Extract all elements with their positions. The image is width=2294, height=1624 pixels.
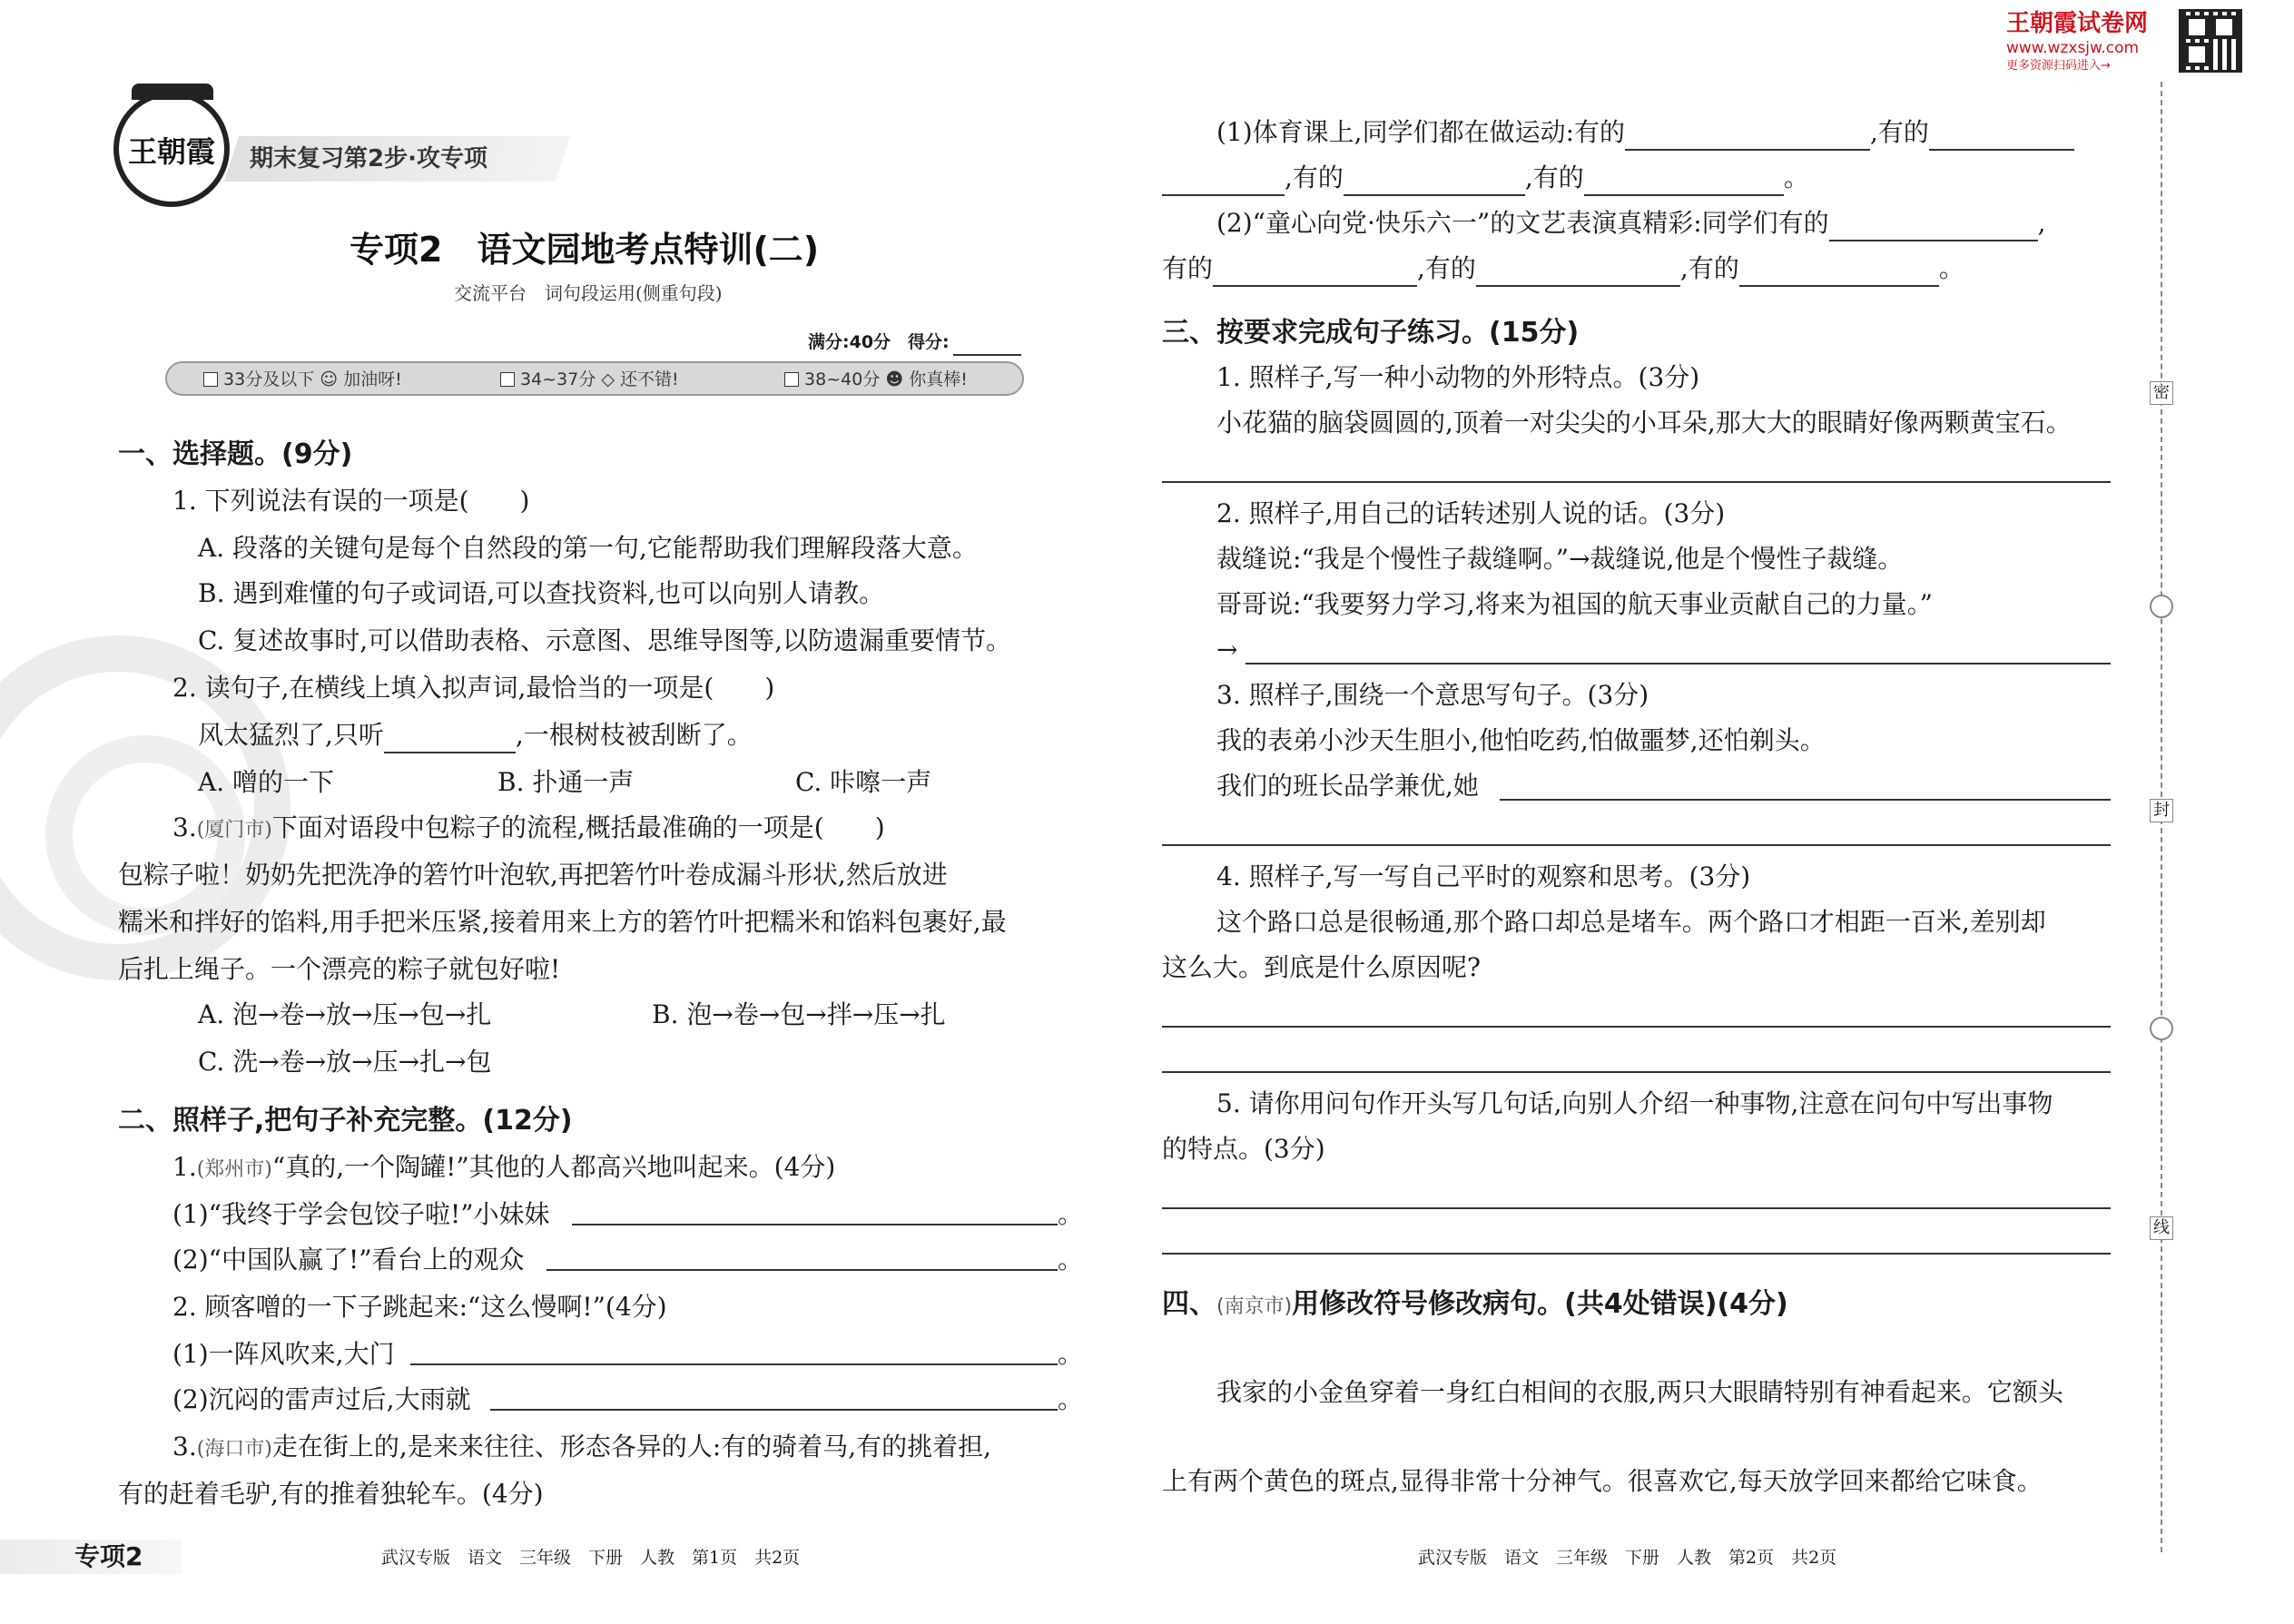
rating-range-2: 34~37分 xyxy=(520,369,596,389)
s3-q3-answer-line-1[interactable] xyxy=(1500,799,2111,801)
watermark-site: 王朝霞试卷网 xyxy=(2006,10,2149,37)
rating-checkbox-3[interactable] xyxy=(784,372,799,387)
section-4-title: 四、(南京市)用修改符号修改病句。(共4处错误)(4分) xyxy=(1162,1288,1788,1320)
r1-blank-5[interactable] xyxy=(1584,167,1784,196)
r1-line-2: ,有的 ,有的 。 xyxy=(1162,160,1809,196)
q3-passage-1: 包粽子啦！奶奶先把洗净的箬竹叶泡软,再把箬竹叶卷成漏斗形状,然后放进 xyxy=(118,860,948,890)
s3-q1-example: 小花猫的脑袋圆圆的,顶着一对尖尖的小耳朵,那大大的眼睛好像两颗黄宝石。 xyxy=(1216,408,2072,438)
s3-q5-b: 的特点。(3分) xyxy=(1162,1134,1325,1164)
s3-q4-example-1: 这个路口总是很畅通,那个路口却总是堵车。两个路口才相距一百米,差别却 xyxy=(1216,907,2046,937)
q2-option-a: A. 噌的一下 xyxy=(198,767,335,797)
s3-q3-task: 我们的班长品学兼优,她 xyxy=(1216,771,1479,801)
s2-q3-b: 有的赶着毛驴,有的推着独轮车。(4分) xyxy=(118,1479,544,1509)
r2-line-2: 有的 ,有的 ,有的 。 xyxy=(1162,251,1964,287)
s3-q2-example: 裁缝说:“我是个慢性子裁缝啊。”→裁缝说,他是个慢性子裁缝。 xyxy=(1216,544,1904,574)
s4-passage-1: 我家的小金鱼穿着一身红白相间的衣服,两只大眼睛特别有神看起来。它额头 xyxy=(1216,1377,2063,1407)
end-mark: 。 xyxy=(1058,1384,1084,1414)
s2-q1-b: (2)“中国队赢了!”看台上的观众 xyxy=(172,1245,525,1275)
page-title: 专项2 语文园地考点特训(二) xyxy=(350,230,820,270)
star-face-icon: ☻ xyxy=(885,369,904,389)
s2-q2-b: (2)沉闷的雷声过后,大雨就 xyxy=(172,1384,471,1414)
q3: 3.(厦门市)下面对语段中包粽子的流程,概括最准确的一项是( ) xyxy=(172,812,885,842)
s2-q1: 1.(郑州市)“真的,一个陶罐!”其他的人都高兴地叫起来。(4分) xyxy=(172,1152,836,1182)
binding-hole-icon xyxy=(2150,1017,2173,1040)
s3-q3: 3. 照样子,围绕一个意思写句子。(3分) xyxy=(1216,680,1649,710)
s2-q2-a: (1)一阵风吹来,大门 xyxy=(172,1339,395,1369)
footer-right: 武汉专版 语文 三年级 下册 人教 第2页 共2页 xyxy=(1418,1548,1837,1568)
q2-blank[interactable] xyxy=(384,724,516,753)
s2-q1-b-line[interactable] xyxy=(546,1269,1058,1271)
section-2-title: 二、照样子,把句子补充完整。(12分) xyxy=(118,1105,573,1137)
rating-bar xyxy=(165,361,1024,396)
q3-region-tag: (厦门市) xyxy=(196,819,272,842)
r2-blank-2[interactable] xyxy=(1213,258,1417,287)
s3-q5-answer-line-1[interactable] xyxy=(1162,1207,2111,1209)
rating-range-1: 33分及以下 xyxy=(223,369,315,389)
r2-blank-3[interactable] xyxy=(1476,258,1680,287)
step-banner-text: 期末复习第2步·攻专项 xyxy=(250,145,487,172)
rating-note-2: 还不错! xyxy=(620,369,679,389)
q2-option-c: C. 咔嚓一声 xyxy=(795,767,932,797)
r1-blank-2[interactable] xyxy=(1929,122,2074,151)
brand-logo xyxy=(113,91,230,207)
end-mark: 。 xyxy=(1058,1339,1084,1369)
r2: (2)“童心向党·快乐六一”的文艺表演真精彩:同学们有的 , xyxy=(1216,205,2046,241)
q1-option-c: C. 复述故事时,可以借助表格、示意图、思维导图等,以防遗漏重要情节。 xyxy=(198,625,1012,655)
q3-passage-2: 糯米和拌好的馅料,用手把米压紧,接着用来上方的箬竹叶把糯米和馅料包裹好,最 xyxy=(118,907,1007,937)
s2-q2-b-line[interactable] xyxy=(490,1409,1058,1411)
s4-passage-2: 上有两个黄色的斑点,显得非常十分神气。很喜欢它,每天放学回来都给它味食。 xyxy=(1162,1466,2043,1496)
r1-blank-3[interactable] xyxy=(1162,167,1285,196)
q2-option-b: B. 扑通一声 xyxy=(497,767,635,797)
q1-option-a: A. 段落的关键句是每个自然段的第一句,它能帮助我们理解段落大意。 xyxy=(198,533,978,563)
s2-q1-a: (1)“我终于学会包饺子啦!”小妹妹 xyxy=(172,1199,550,1229)
r1: (1)体育课上,同学们都在做运动:有的 ,有的 xyxy=(1216,114,2074,151)
seal-mark-2: 封 xyxy=(2150,799,2173,822)
s3-q2-task: 哥哥说:“我要努力学习,将来为祖国的航天事业贡献自己的力量。” xyxy=(1216,589,1933,619)
score-get-line xyxy=(953,354,1021,356)
diamond-icon: ◇ xyxy=(601,369,615,389)
r2-blank-4[interactable] xyxy=(1739,258,1939,287)
s3-q5-a: 5. 请你用问句作开头写几句话,向别人介绍一种事物,注意在问句中写出事物 xyxy=(1216,1088,2053,1118)
footer-left: 武汉专版 语文 三年级 下册 人教 第1页 共2页 xyxy=(381,1548,801,1568)
s3-q4-answer-line-1[interactable] xyxy=(1162,1026,2111,1028)
logo-text: 王朝霞 xyxy=(127,134,215,169)
smile-icon: ☺ xyxy=(320,369,339,389)
rating-checkbox-1[interactable] xyxy=(203,372,218,387)
score-full: 满分:40分 xyxy=(808,332,891,352)
s3-q2: 2. 照样子,用自己的话转述别人说的话。(3分) xyxy=(1216,498,1726,528)
section-3-title: 三、按要求完成句子练习。(15分) xyxy=(1162,317,1580,349)
s3-q3-example: 我的表弟小沙天生胆小,他怕吃药,怕做噩梦,还怕剃头。 xyxy=(1216,725,1826,755)
arrow-icon: → xyxy=(1216,635,1238,664)
rating-note-1: 加油呀! xyxy=(343,369,402,389)
s2-q1-a-line[interactable] xyxy=(572,1224,1058,1225)
q3-passage-3: 后扎上绳子。一个漂亮的粽子就包好啦! xyxy=(118,954,561,984)
q2-sentence: 风太猛烈了,只听 ,一根树枝被刮断了。 xyxy=(198,717,753,753)
s2-q2: 2. 顾客噌的一下子跳起来:“这么慢啊!”(4分) xyxy=(172,1292,667,1322)
watermark-note: 更多资源扫码进入→ xyxy=(2006,59,2111,73)
s2-q3: 3.(海口市)走在街上的,是来来往往、形态各异的人:有的骑着马,有的挑着担, xyxy=(172,1432,992,1462)
s3-q2-answer-line[interactable] xyxy=(1245,663,2111,664)
q1-option-b: B. 遇到难懂的句子或词语,可以查找资料,也可以向别人请教。 xyxy=(198,578,885,608)
qr-code-icon xyxy=(2179,9,2242,73)
seal-mark-1: 密 xyxy=(2150,381,2173,405)
score-get: 得分: xyxy=(908,332,950,352)
footer-tab: 专项2 xyxy=(74,1541,143,1571)
s3-q1-answer-line[interactable] xyxy=(1162,481,2111,483)
watermark-url: www.wzxsjw.com xyxy=(2006,39,2140,57)
s3-q1: 1. 照样子,写一种小动物的外形特点。(3分) xyxy=(1216,362,1700,392)
seal-mark-3: 线 xyxy=(2150,1216,2173,1240)
s3-q4-example-2: 这么大。到底是什么原因呢? xyxy=(1162,952,1482,982)
rating-note-3: 你真棒! xyxy=(909,369,968,389)
q1: 1. 下列说法有误的一项是( ) xyxy=(172,486,530,516)
q3-option-a: A. 泡→卷→放→压→包→扎 xyxy=(198,999,492,1029)
s3-q4: 4. 照样子,写一写自己平时的观察和思考。(3分) xyxy=(1216,861,1751,891)
s3-q4-answer-line-2[interactable] xyxy=(1162,1071,2111,1073)
q3-option-c: C. 洗→卷→放→压→扎→包 xyxy=(198,1047,492,1077)
s2-q3-region-tag: (海口市) xyxy=(196,1438,272,1461)
s3-q5-answer-line-2[interactable] xyxy=(1162,1253,2111,1255)
end-mark: 。 xyxy=(1058,1199,1084,1229)
q2: 2. 读句子,在横线上填入拟声词,最恰当的一项是( ) xyxy=(172,673,775,703)
s2-q2-a-line[interactable] xyxy=(410,1363,1058,1365)
page-subtitle: 交流平台 词句段运用(侧重句段) xyxy=(454,282,723,304)
q3-option-b: B. 泡→卷→包→拌→压→扎 xyxy=(652,999,946,1029)
s2-q1-region-tag: (郑州市) xyxy=(196,1158,272,1181)
section-1-title: 一、选择题。(9分) xyxy=(118,438,353,470)
rating-checkbox-2[interactable] xyxy=(500,372,515,387)
end-mark: 。 xyxy=(1058,1245,1084,1275)
r1-blank-4[interactable] xyxy=(1344,167,1525,196)
r1-blank-1[interactable] xyxy=(1625,122,1870,151)
binding-hole-icon xyxy=(2150,595,2173,618)
s3-q3-answer-line-2[interactable] xyxy=(1162,844,2111,846)
r2-blank-1[interactable] xyxy=(1829,212,2038,241)
s4-region-tag: (南京市) xyxy=(1216,1295,1293,1318)
rating-range-3: 38~40分 xyxy=(804,369,881,389)
